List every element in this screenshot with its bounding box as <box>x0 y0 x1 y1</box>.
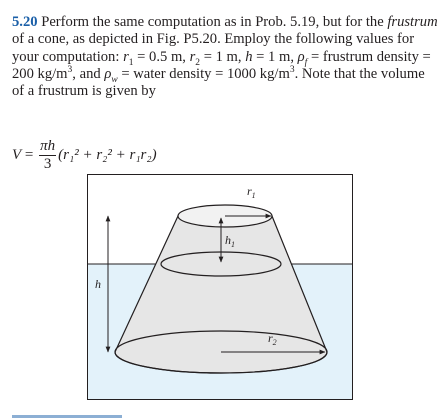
frustrum-figure <box>87 174 353 400</box>
value-r1: = 0.5 m, <box>137 48 186 65</box>
var-rho-w-sub: w <box>111 74 118 85</box>
var-r2: r <box>189 48 196 65</box>
eq-lhs: V <box>12 146 22 163</box>
var-rho-f: ρ <box>297 48 305 65</box>
h-label: h <box>95 277 101 291</box>
frustrum-term: frustrum <box>387 14 438 30</box>
eq-equals: = <box>24 146 34 163</box>
eq-rhs: (r₁² + r₂² + r₁r₂) <box>58 146 157 163</box>
rho-f-equals: = <box>310 48 320 65</box>
exp-cubed-2: 3 <box>289 65 295 76</box>
figure-caption-cutoff <box>12 411 122 419</box>
var-r1-sub: 1 <box>128 57 134 68</box>
problem-text-1: Perform the same computation as in Prob. 5.19, but for the <box>41 14 384 30</box>
r2-label: $r_2$ <box>268 331 277 347</box>
var-r1: r <box>123 48 129 65</box>
problem-number: 5.20 <box>12 14 38 30</box>
problem-text-6: . <box>294 65 299 82</box>
r1-label: $r_1$ <box>247 184 256 200</box>
eq-numerator: πh <box>40 138 56 154</box>
var-h: h <box>245 48 253 65</box>
var-r2-sub: 2 <box>195 57 201 68</box>
problem-text-5: = water density = 1000 kg/m <box>121 65 290 82</box>
exp-cubed-1: 3 <box>67 65 73 76</box>
value-h: = 1 m, <box>256 48 294 65</box>
h1-label: $h_1$ <box>225 233 235 249</box>
volume-equation <box>12 138 157 173</box>
problem-text-4: , and <box>72 65 101 82</box>
eq-fraction <box>39 138 56 173</box>
problem-text-2: of a cone, as depicted in Fig. P5.20. Employ the following values for your computation: <box>12 31 415 65</box>
problem-text-3: frustrum density = 200 kg/m <box>12 48 431 82</box>
value-r2: = 1 m, <box>203 48 242 65</box>
var-rho-f-sub: f <box>304 57 308 68</box>
problem-text-7: Note that the volume of a frustrum is given by <box>12 65 425 100</box>
var-rho-w: ρ <box>104 65 112 82</box>
eq-denominator: 3 <box>43 156 52 172</box>
problem-statement <box>12 14 440 100</box>
